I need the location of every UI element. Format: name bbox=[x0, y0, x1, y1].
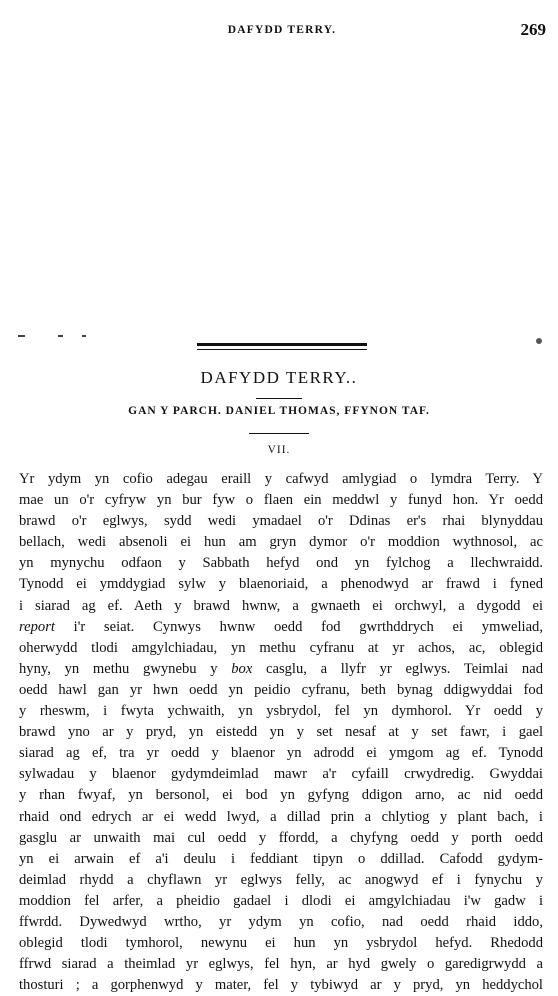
text-run: mae un o'r cyfryw yn bur fyw o flaen ein meddwl y funyd hon. Yr oedd bbox=[19, 492, 543, 509]
divider-thin-rule bbox=[197, 349, 367, 350]
text-run: ffwrdd. Dywedwyd wrtho, yr ydym yn cofio, nad oedd rhaid iddo, bbox=[19, 913, 543, 930]
text-run: ffrwd siarad a theimlad yr eglwys, fel hyn, ar hyd gwely o garedigrwydd a bbox=[19, 956, 543, 973]
text-run: Yr ydym yn cofio adegau eraill y cafwyd amlygiad o lymdra Terry. Y bbox=[19, 471, 543, 487]
text-run: deimlad rhydd a chyflawn yr eglwys felly, ac anogwyd ef i fynychu y bbox=[19, 871, 543, 888]
article-byline: GAN Y PARCH. DANIEL THOMAS, FFYNON TAF. bbox=[128, 405, 430, 417]
body-line bbox=[19, 954, 543, 975]
body-line bbox=[19, 764, 543, 785]
body-line bbox=[19, 701, 543, 722]
text-run: i siarad ag ef. Aeth y brawd hwnw, a gwnaeth ei orchwyl, a dygodd ei bbox=[19, 597, 543, 614]
text-run: yn mynychu odfaon y Sabbath hefyd ond yn fylchog a llechwraidd. bbox=[19, 555, 543, 572]
body-line bbox=[19, 933, 543, 954]
text-run: siarad ag ef, tra yr oedd y blaenor yn adrodd ei ymgom ag ef. Tynodd bbox=[19, 745, 543, 762]
body-line bbox=[19, 532, 543, 553]
body-line bbox=[19, 870, 543, 891]
body-line bbox=[19, 490, 543, 511]
body-line bbox=[19, 975, 543, 996]
text-run: bellach, wedi absenoli ei hun am gryn dymor o'r moddion wythnosol, ac bbox=[19, 534, 543, 551]
text-run: sylwadau y blaenor gydymdeimlad mawr a'r cyfaill crwydredig. Gwyddai bbox=[19, 766, 543, 783]
text-run: moddion fel arfer, a pheidio gadael i dlodi ei amgylchiadau i'w gadw i bbox=[19, 892, 543, 909]
italic-term: box bbox=[231, 660, 253, 677]
text-run: brawd o'r eglwys, sydd wedi ymadael o'r Ddinas er's rhai blynyddau bbox=[19, 513, 543, 530]
body-line bbox=[19, 849, 543, 870]
text-run: hyny, yn methu gwynebu y bbox=[19, 660, 232, 677]
body-line bbox=[19, 743, 543, 764]
text-run: thosturi ; a gorphenwyd y mater, fel y tybiwyd ar y pryd, yn heddychol bbox=[19, 977, 543, 994]
body-line bbox=[19, 828, 543, 849]
article-title: DAFYDD TERRY.. bbox=[200, 368, 358, 387]
body-line bbox=[19, 912, 543, 933]
body-line bbox=[19, 617, 543, 638]
body-line bbox=[19, 596, 543, 617]
text-run: oedd hawl gan yr hwn oedd yn peidio cyfranu, beth bynag ddigwyddai fod bbox=[19, 681, 543, 698]
title-rule bbox=[256, 398, 302, 399]
text-run: i'r seiat. Cynwys hwnw oedd fod gwrthddrych ei ymweliad, bbox=[54, 618, 543, 635]
text-run: Tynodd ei ymddygiad sylw y blaenoriaid, a phenodwyd ar frawd i fyned bbox=[19, 576, 543, 593]
divider-thick-rule bbox=[197, 343, 367, 346]
print-speck bbox=[536, 338, 542, 344]
body-line bbox=[19, 659, 543, 680]
body-line bbox=[19, 807, 543, 828]
page-number: 269 bbox=[520, 20, 546, 39]
text-run: y rheswm, i fwyta ychwaith, yn ysbrydol, fel yn dymhorol. Yr oedd y bbox=[19, 703, 543, 720]
text-run: casglu, a llyfr yr eglwys. Teimlai nad bbox=[252, 660, 543, 677]
text-run: rhaid ond edrych ar ei wedd lwyd, a dillad prin a chlytiog y plant bach, i bbox=[19, 808, 543, 825]
chapter-number: VII. bbox=[267, 444, 291, 456]
body-line bbox=[19, 574, 543, 595]
text-run: brawd yno ar y pryd, yn eistedd yn y set nesaf at y set fawr, i gael bbox=[19, 724, 543, 741]
body-line bbox=[19, 511, 543, 532]
body-line bbox=[19, 680, 543, 701]
body-line bbox=[19, 638, 543, 659]
text-run: y rhan fwyaf, yn bersonol, ei bod yn gyfyng ddigon arno, ac nid oedd bbox=[19, 787, 543, 804]
running-title: DAFYDD TERRY. bbox=[227, 24, 337, 36]
text-run: gasglu ar unwaith mai cul oedd y ffordd, a chyfyng oedd y porth oedd bbox=[19, 829, 543, 846]
article-body bbox=[19, 469, 543, 996]
text-run: yn ei arwain ef a'i deulu i feddiant tipyn o ddillad. Cafodd gydym- bbox=[19, 850, 543, 867]
text-run: oherwydd tlodi amgylchiadau, yn methu cyfranu at yr achos, ac, oblegid bbox=[19, 639, 543, 656]
byline-rule bbox=[249, 433, 309, 434]
section-divider bbox=[197, 343, 367, 351]
body-line bbox=[19, 891, 543, 912]
text-run: oblegid tlodi tymhorol, newynu ei hun yn ysbrydol hefyd. Rhedodd bbox=[19, 935, 543, 952]
body-line bbox=[19, 722, 543, 743]
body-line bbox=[19, 553, 543, 574]
print-specks bbox=[16, 331, 96, 343]
running-header bbox=[18, 20, 546, 42]
body-line bbox=[19, 785, 543, 806]
italic-term: report bbox=[19, 618, 55, 635]
body-line bbox=[19, 469, 543, 490]
